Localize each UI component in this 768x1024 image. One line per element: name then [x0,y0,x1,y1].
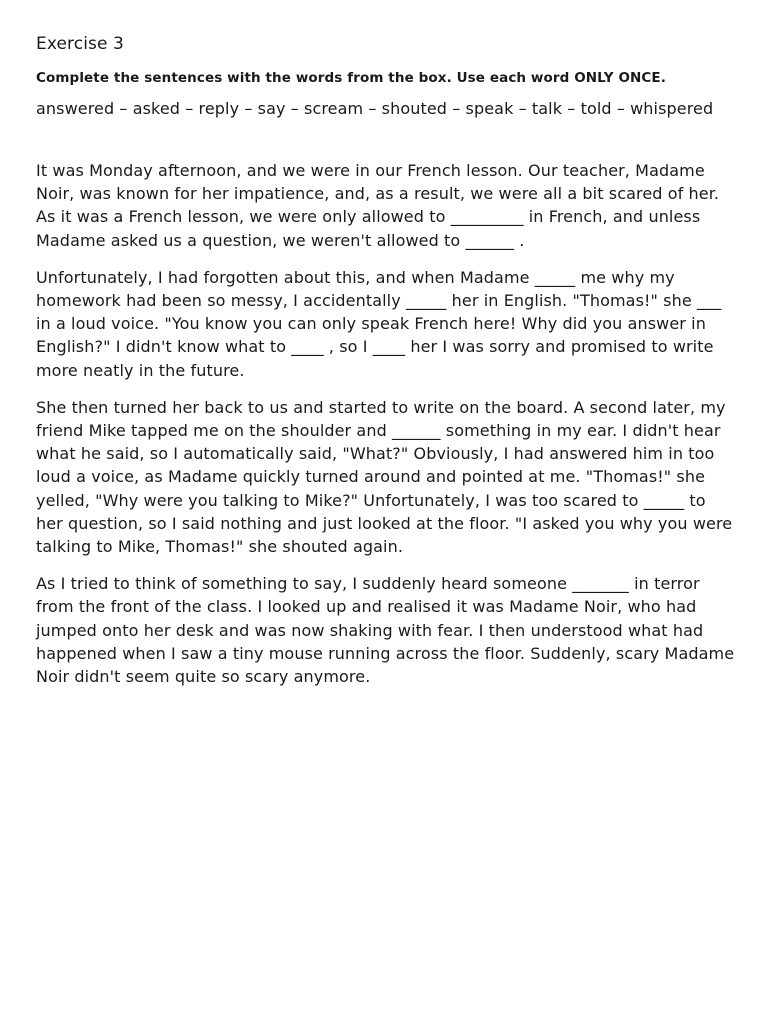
exercise-instruction: Complete the sentences with the words from the box. Use each word ONLY ONCE. [36,70,666,86]
story-paragraph-4: As I tried to think of something to say, I suddenly heard someone _______ in terror from the front of the class. I looked up and realised it was Madame Noir, who had jumped onto her desk and was now shaking with fear. I then understood what had happened when I saw a tiny mouse running across the floor. Suddenly, scary Madame Noir didn't seem quite so scary anymore. [36,574,735,687]
exercise-title: Exercise 3 [36,34,124,54]
word-box: answered – asked – reply – say – scream – shouted – speak – talk – told – whispered [36,99,714,118]
story-paragraph-2: Unfortunately, I had forgotten about this, and when Madame _____ me why my homework had been so messy, I accidentally _____ her in English. "Thomas!" she ___ in a loud voice. "You know you can only speak French here! Why did you answer in English?" I didn't know what to ____ , so I ____ her I was sorry and promised to write more neatly in the future. [36,267,722,380]
worksheet [36,33,736,702]
story-paragraph-3: She then turned her back to us and started to write on the board. A second later, my friend Mike tapped me on the shoulder and ______ something in my ear. I didn't hear what he said, so I automatically said, "What?" Obviously, I had answered him in too loud a voice, as Madame quickly turned around and pointed at me. "Thomas!" she yelled, "Why were you talking to Mike?" Unfortunately, I was too scared to _____ to her question, so I said nothing and just looked at the floor. "I asked you why you were talking to Mike, Thomas!" she shouted again. [36,397,733,557]
story-paragraph-1: It was Monday afternoon, and we were in our French lesson. Our teacher, Madame Noir, was known for her impatience, and, as a result, we were all a bit scared of her. As it was a French lesson, we were only allowed to _________ in French, and unless Madame asked us a question, we weren't allowed to ______ . [36,161,720,250]
